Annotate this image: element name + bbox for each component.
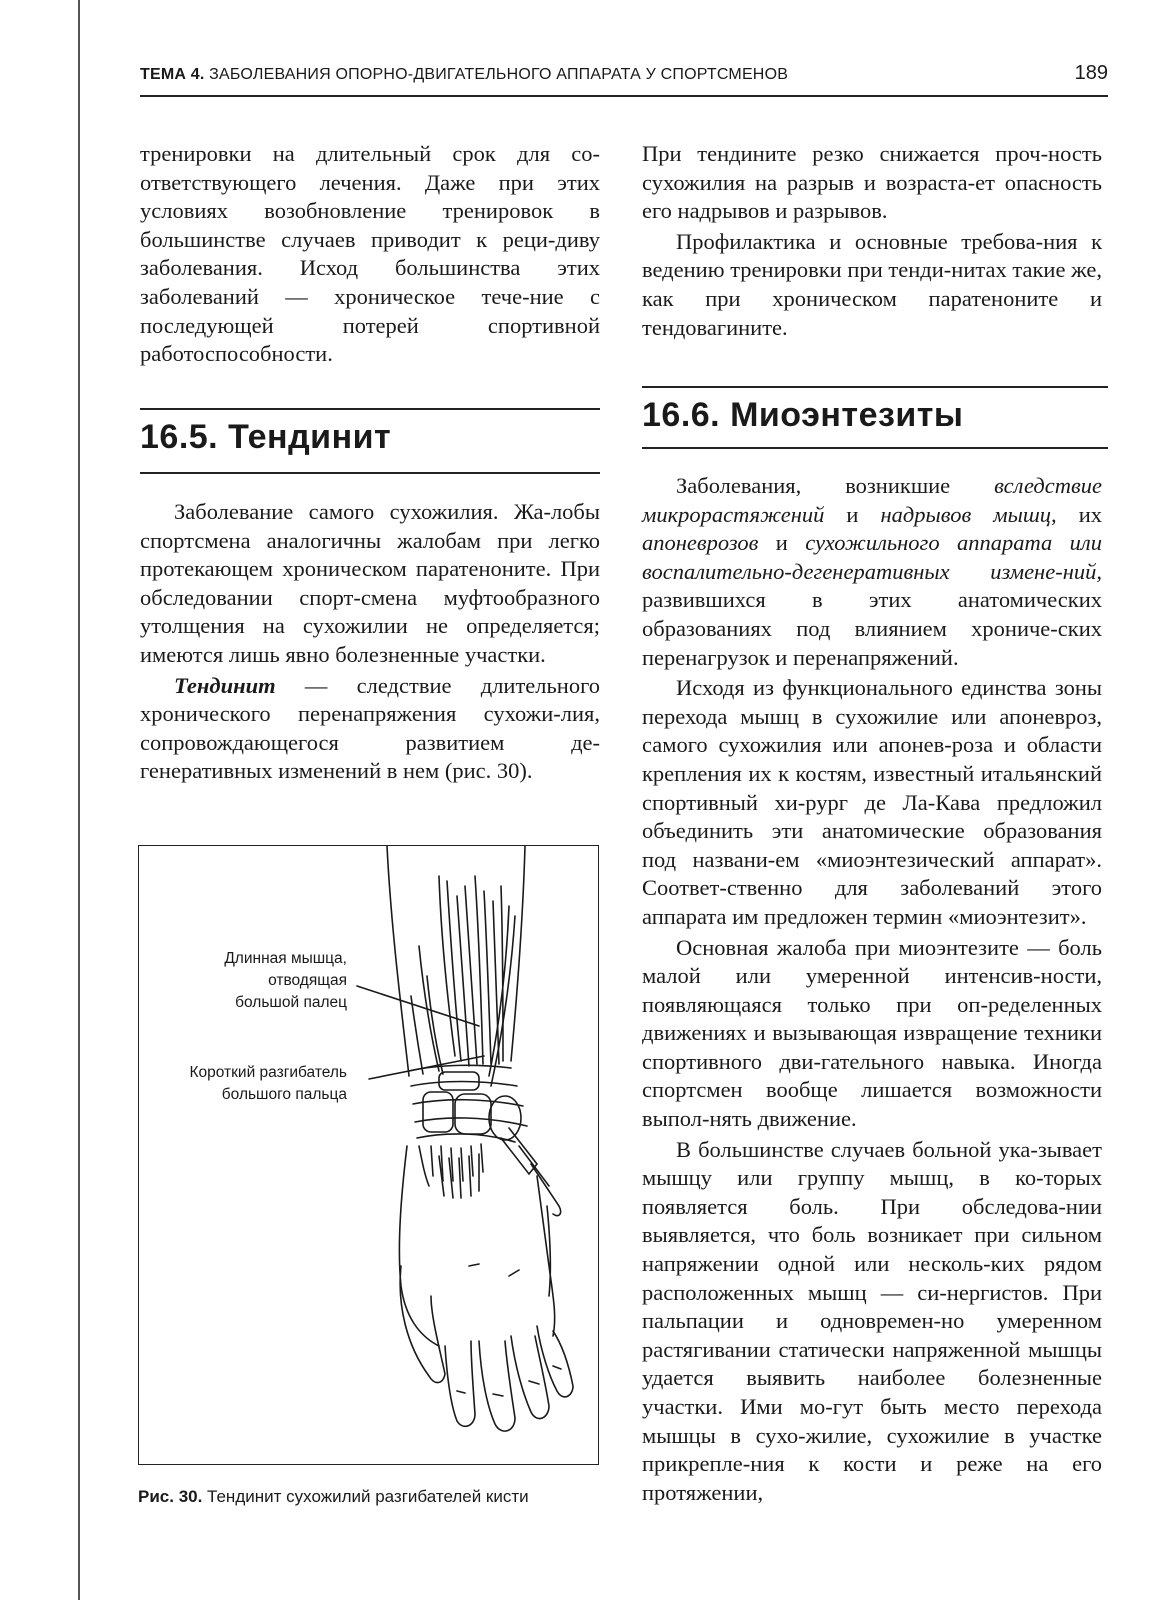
- section-16-6-title: 16.6. Миоэнтезиты: [642, 396, 964, 434]
- section-16-5-title: 16.5. Тендинит: [140, 418, 392, 456]
- section-16-5-paragraph-1: Заболевание самого сухожилия. Жа-лобы спортсмена аналогичны жалобам при легко протекающем хроническом паратеноните. При обследовании спорт-смена муфтообразного утолщения на сухожилии не определяется; имеются лишь явно болезненные участки.: [140, 499, 600, 667]
- p3-part-e: их: [1056, 501, 1102, 527]
- p3-part-a: Заболевания, возникшие: [676, 473, 995, 498]
- section-16-6-body: [642, 472, 1102, 1507]
- section-16-5-rule-top: [140, 408, 600, 410]
- section-16-6-paragraph-3: Основная жалоба при миоэнтезите — боль малой или умеренной интенсив-ности, появляющаяся только при оп-ределенных движениях и вызывающая извращение техники спортивного дви-гательного навыка. Иногда спортсмен вообще лишается возможности выпол-нять движение.: [642, 934, 1102, 1132]
- header-rule: [140, 95, 1108, 97]
- right-top-block: [642, 140, 1102, 342]
- running-header: [140, 62, 1108, 88]
- section-16-5-paragraph-2-text: — следствие длительного хронического перенапряжения сухожи-лия, сопровождающегося развитием де-генеративных изменений в нем (рис. 30).: [140, 672, 600, 784]
- hand-tendon-illustration: [139, 846, 597, 1463]
- term-tendinit: Тендинит: [174, 672, 276, 698]
- section-16-5-body: [140, 498, 600, 786]
- caption-prefix: Рис. 30.: [138, 1487, 203, 1506]
- section-16-5-paragraph-2: [140, 672, 600, 786]
- section-16-6-rule-bottom: [642, 447, 1108, 449]
- p3-part-h: сухожильного аппарата или воспалительно-дегенеративных измене-ний,: [642, 530, 1102, 584]
- page-edge-line: [78, 0, 80, 1600]
- section-16-5-rule-bottom: [140, 472, 600, 474]
- figure-30-frame: [138, 845, 599, 1465]
- left-intro-block: [140, 140, 600, 369]
- p3-part-i: развившихся в этих анатомических образованиях под влиянием хрониче-ских перенагрузок и перенапряжений.: [642, 587, 1102, 670]
- p3-part-f: апоневрозов: [642, 530, 759, 556]
- label-long-abductor-thumb: Длинная мышца, отводящая большой палец: [224, 950, 347, 1011]
- section-16-6-paragraph-2: Исходя из функционального единства зоны перехода мышц в сухожилие или апоневроз, самого сухожилия или апонев-роза и области крепления их к костям, известный итальянский спортивный хи-рург де Ла-Кава предложил объединить эти анатомические образования под названи-ем «миоэнтезический аппарат». Соответ-ственно для заболеваний этого аппарата им предложен термин «миоэнтезит».: [642, 675, 1102, 929]
- p3-part-b: вследствие микрорастяжений: [642, 473, 1102, 527]
- caption-text: Тендинит сухожилий разгибателей кисти: [202, 1487, 529, 1506]
- figure-30-caption: [138, 1487, 608, 1507]
- p3-part-d: надрывов мышц,: [880, 501, 1057, 527]
- header-theme-text: ЗАБОЛЕВАНИЯ ОПОРНО-ДВИГАТЕЛЬНОГО АППАРАТА У СПОРТСМЕНОВ: [204, 66, 789, 83]
- left-intro-paragraph: тренировки на длительный срок для со-ответствующего лечения. Даже при этих условиях возобновление тренировок в большинстве случаев приводит к реци-диву заболевания. Исход большинства этих заболеваний — хроническое тече-ние с последующей потерей спортивной работоспособности.: [140, 141, 600, 367]
- header-theme-prefix: ТЕМА 4.: [140, 66, 205, 83]
- page-number: 189: [1074, 62, 1108, 84]
- p3-part-c: и: [824, 501, 881, 527]
- section-16-6-rule-top: [642, 386, 1108, 388]
- right-paragraph-1: При тендините резко снижается проч-ность сухожилия на разрыв и возраста-ет опасность его надрывов и разрывов.: [642, 141, 1102, 224]
- label-short-extensor-thumb: Короткий разгибатель большого пальца: [189, 1064, 347, 1103]
- p3-part-g: и: [758, 530, 806, 556]
- right-paragraph-2: Профилактика и основные требова-ния к ведению тренировки при тенди-нитах такие же, как при хроническом паратеноните и тендовагините.: [642, 228, 1102, 340]
- section-16-6-paragraph-4: В большинстве случаев больной ука-зывает мышцу или группу мышц, в ко-торых появляется боль. При обследова-нии выявляется, что боль возникает при сильном напряжении одной или несколь-ких рядом расположенных мышц — си-нергистов. При пальпации и одновремен-но умеренном растягивании статически напряженной мышцы удается выявить наиболее болезненные участки. Ими мо-гут быть место перехода мышцы в сухо-жилие, сухожилие в участке прикрепле-ния к кости и реже на его протяжении,: [642, 1136, 1102, 1505]
- header-title: [140, 66, 788, 84]
- section-16-6-paragraph-1: [642, 472, 1102, 672]
